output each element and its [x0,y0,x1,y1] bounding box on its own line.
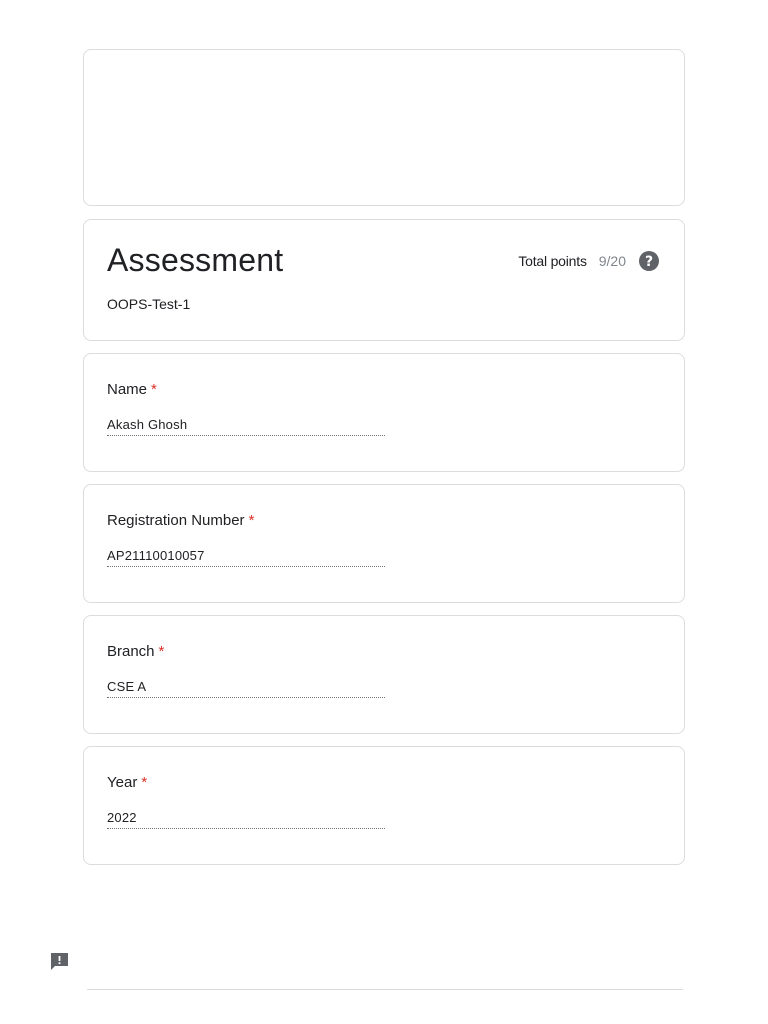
required-marker: * [151,381,157,398]
footer-divider [87,989,683,990]
total-points-label: Total points [518,253,587,269]
help-icon[interactable] [638,250,660,272]
question-card-branch [83,615,685,734]
answer-registration-number: AP21110010057 [107,548,385,567]
form-description: OOPS-Test-1 [107,296,191,312]
question-label-text: Year [107,774,138,791]
required-marker: * [158,643,165,660]
question-label [107,512,254,529]
question-label [107,381,157,398]
question-card-registration-number [83,484,685,603]
question-label-text: Branch [107,643,155,660]
answer-year: 2022 [107,810,385,829]
question-label-text: Name [107,381,148,398]
question-label [107,643,164,660]
report-feedback-icon[interactable] [49,951,70,972]
question-card-name [83,353,685,472]
required-marker: * [141,774,148,791]
form-banner-card [83,49,685,206]
total-points-value: 9/20 [598,253,626,269]
answer-name: Akash Ghosh [107,417,385,436]
question-card-year [83,746,685,865]
form-title: Assessment [107,242,284,278]
required-marker: * [248,512,255,529]
form-header-card [83,219,685,341]
total-points [518,250,660,272]
question-label-text: Registration Number [107,512,245,529]
answer-branch: CSE A [107,679,385,698]
question-label [107,774,147,791]
svg-text:?: ? [644,254,654,270]
